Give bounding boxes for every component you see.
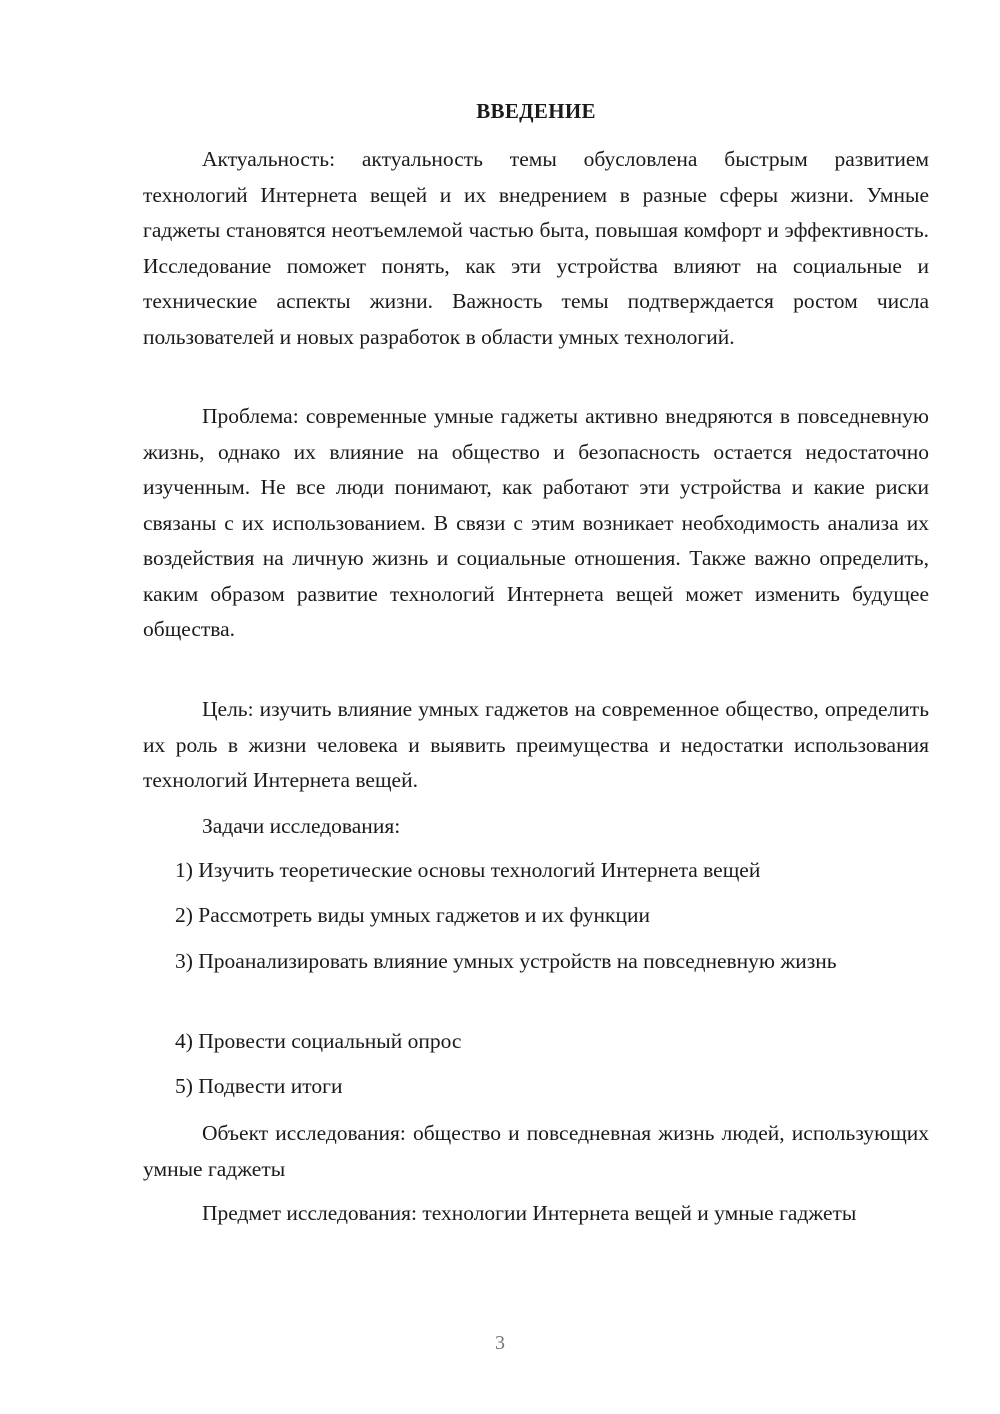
task-item-2: 2) Рассмотреть виды умных гаджетов и их функции bbox=[175, 903, 650, 927]
page-number: 3 bbox=[495, 1332, 505, 1354]
relevance-paragraph: Актуальность: актуальность темы обусловлена быстрым развитием технологий Интернета вещей и их внедрением в разные сферы жизни. Умные гаджеты становятся неотъемлемой частью быта, повышая комфорт и эффективность. Исследование поможет понять, как эти устройства влияют на социальные и технические аспекты жизни. Важность темы подтверждается ростом числа пользователей и новых разработок в области умных технологий. bbox=[143, 147, 929, 349]
subject-paragraph: Предмет исследования: технологии Интернета вещей и умные гаджеты bbox=[202, 1201, 857, 1225]
tasks-heading: Задачи исследования: bbox=[202, 814, 401, 838]
task-item-5: 5) Подвести итоги bbox=[175, 1074, 343, 1098]
task-item-3: 3) Проанализировать влияние умных устройств на повседневную жизнь bbox=[175, 949, 837, 973]
task-item-4: 4) Провести социальный опрос bbox=[175, 1029, 462, 1053]
goal-paragraph: Цель: изучить влияние умных гаджетов на современное общество, определить их роль в жизни человека и выявить преимущества и недостатки использования технологий Интернета вещей. bbox=[143, 697, 929, 792]
task-item-1: 1) Изучить теоретические основы технологий Интернета вещей bbox=[175, 858, 761, 882]
section-title: ВВЕДЕНИЕ bbox=[476, 99, 596, 123]
object-paragraph: Объект исследования: общество и повседневная жизнь людей, использующих умные гаджеты bbox=[143, 1121, 929, 1181]
problem-paragraph: Проблема: современные умные гаджеты активно внедряются в повседневную жизнь, однако их влияние на общество и безопасность остается недостаточно изученным. Не все люди понимают, как работают эти устройства и какие риски связаны с их использованием. В связи с этим возникает необходимость анализа их воздействия на личную жизнь и социальные отношения. Также важно определить, каким образом развитие технологий Интернета вещей может изменить будущее общества. bbox=[143, 404, 929, 641]
